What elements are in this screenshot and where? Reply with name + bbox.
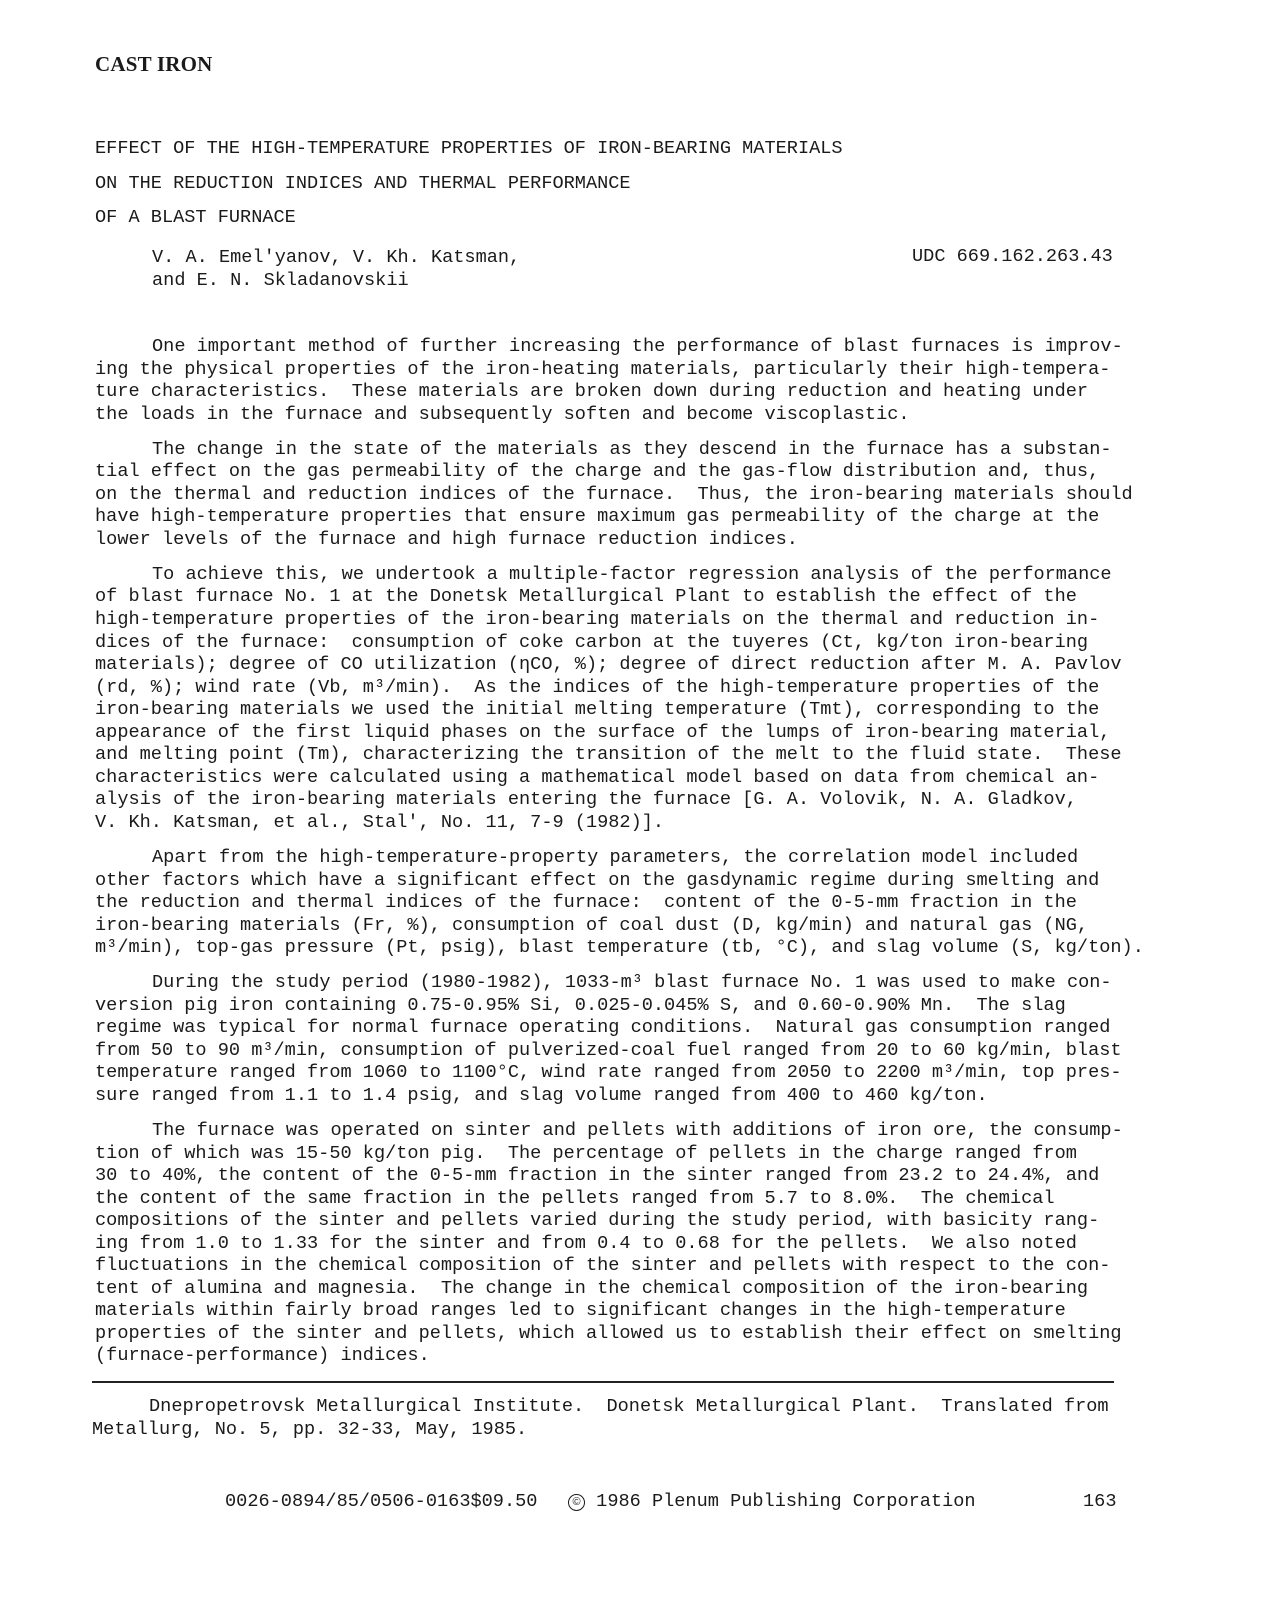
paragraph-line: ture characteristics. These materials are broken down during reduction and heating under <box>95 381 1089 403</box>
paragraph-line: the reduction and thermal indices of the furnace: content of the 0-5-mm fraction in the <box>95 892 1077 914</box>
paragraph-line: compositions of the sinter and pellets varied during the study period, with basicity rang- <box>95 1210 1100 1232</box>
paragraph-line: materials); degree of CO utilization (ηCO, %); degree of direct reduction after M. A. Pavlov <box>95 654 1122 676</box>
paragraph-line: 30 to 40%, the content of the 0-5-mm fraction in the sinter ranged from 23.2 to 24.4%, and <box>95 1165 1100 1187</box>
paragraph-line: the loads in the furnace and subsequently soften and become viscoplastic. <box>95 403 910 425</box>
footnote <box>92 1395 1109 1441</box>
paragraph-line: (rd, %); wind rate (Vb, m³/min). As the indices of the high-temperature properties of the <box>95 676 1100 698</box>
copyright-text: 1986 Plenum Publishing Corporation <box>596 1491 976 1512</box>
copyright-notice <box>568 1491 976 1512</box>
paragraph-line: version pig iron containing 0.75-0.95% Si, 0.025-0.045% S, and 0.60-0.90% Mn. The slag <box>95 994 1066 1016</box>
article-title <box>95 132 843 236</box>
paragraph-line: tion of which was 15-50 kg/ton pig. The percentage of pellets in the charge ranged from <box>95 1142 1077 1164</box>
paragraph-line: regime was typical for normal furnace operating conditions. Natural gas consumption ranged <box>95 1017 1111 1039</box>
paragraph-line: (furnace-performance) indices. <box>95 1345 430 1367</box>
copyright-icon: © <box>568 1494 585 1511</box>
article-code: 0026-0894/85/0506-0163$09.50 <box>225 1491 538 1512</box>
body-paragraph <box>95 439 1155 552</box>
body-paragraph <box>95 1120 1155 1368</box>
title-line: EFFECT OF THE HIGH-TEMPERATURE PROPERTIES OF IRON-BEARING MATERIALS <box>95 138 843 159</box>
paragraph-line: Apart from the high-temperature-property parameters, the correlation model included <box>152 846 1079 868</box>
paragraph-line: The change in the state of the materials as they descend in the furnace has a substan- <box>152 438 1112 460</box>
paragraph-line: sure ranged from 1.1 to 1.4 psig, and slag volume ranged from 400 to 460 kg/ton. <box>95 1084 988 1106</box>
footnote-divider <box>92 1381 1114 1383</box>
paragraph-line: The furnace was operated on sinter and pellets with additions of iron ore, the consump- <box>152 1120 1123 1141</box>
paragraph-line: dices of the furnace: consumption of coke carbon at the tuyeres (Ct, kg/ton iron-bearing <box>95 631 1089 653</box>
paragraph-line: have high-temperature properties that ensure maximum gas permeability of the charge at the <box>95 506 1100 528</box>
paragraph-line: from 50 to 90 m³/min, consumption of pulverized-coal fuel ranged from 20 to 60 kg/min, blast <box>95 1039 1122 1061</box>
body-paragraph <box>95 847 1155 960</box>
paragraph-line: temperature ranged from 1060 to 1100°C, wind rate ranged from 2050 to 2200 m³/min, top pres- <box>95 1062 1122 1084</box>
paragraph-line: high-temperature properties of the iron-bearing materials on the thermal and reduction in- <box>95 609 1100 631</box>
paragraph-line: of blast furnace No. 1 at the Donetsk Metallurgical Plant to establish the effect of the <box>95 586 1077 608</box>
paragraph-line: During the study period (1980-1982), 1033-m³ blast furnace No. 1 was used to make con- <box>152 972 1112 994</box>
paragraph-line: appearance of the first liquid phases on the surface of the lumps of iron-bearing material, <box>95 721 1111 743</box>
paragraph-line: tent of alumina and magnesia. The change in the chemical composition of the iron-bearing <box>95 1277 1089 1299</box>
body-paragraph <box>95 336 1155 426</box>
section-label: CAST IRON <box>95 52 213 76</box>
paragraph-line: lower levels of the furnace and high furnace reduction indices. <box>95 528 798 550</box>
footnote-line: Metallurg, No. 5, pp. 32-33, May, 1985. <box>92 1419 528 1440</box>
article-body <box>95 336 1155 1381</box>
paragraph-line: fluctuations in the chemical composition of the sinter and pellets with respect to the con- <box>95 1255 1111 1277</box>
body-paragraph <box>95 564 1155 835</box>
udc-code: UDC 669.162.263.43 <box>912 246 1113 267</box>
title-line: ON THE REDUCTION INDICES AND THERMAL PERFORMANCE <box>95 172 631 194</box>
paragraph-line: ing from 1.0 to 1.33 for the sinter and from 0.4 to 0.68 for the pellets. We also noted <box>95 1232 1077 1254</box>
author-list <box>152 246 520 292</box>
paragraph-line: characteristics were calculated using a mathematical model based on data from chemical an- <box>95 766 1100 788</box>
paragraph-line: iron-bearing materials (Fr, %), consumption of coal dust (D, kg/min) and natural gas (NG, <box>95 914 1089 936</box>
paragraph-line: iron-bearing materials we used the initial melting temperature (Tmt), corresponding to the <box>95 699 1100 721</box>
paragraph-line: m³/min), top-gas pressure (Pt, psig), blast temperature (tb, °C), and slag volume (S, kg/ton). <box>95 937 1144 959</box>
paragraph-line: One important method of further increasing the performance of blast furnaces is improv- <box>152 336 1123 357</box>
paragraph-line: materials within fairly broad ranges led to significant changes in the high-temperature <box>95 1300 1066 1322</box>
page-number: 163 <box>1083 1491 1117 1512</box>
paragraph-line: on the thermal and reduction indices of the furnace. Thus, the iron-bearing materials should <box>95 483 1133 505</box>
author-line: and E. N. Skladanovskii <box>152 270 409 291</box>
footnote-line: Dnepropetrovsk Metallurgical Institute. Donetsk Metallurgical Plant. Translated from <box>149 1396 1109 1417</box>
title-line: OF A BLAST FURNACE <box>95 207 296 228</box>
author-line: V. A. Emel'yanov, V. Kh. Katsman, <box>152 247 521 268</box>
paragraph-line: tial effect on the gas permeability of the charge and the gas-flow distribution and, thus, <box>95 461 1100 483</box>
paragraph-line: the content of the same fraction in the pellets ranged from 5.7 to 8.0%. The chemical <box>95 1187 1055 1209</box>
paragraph-line: ing the physical properties of the iron-heating materials, particularly their high-tempera- <box>95 358 1111 380</box>
body-paragraph <box>95 972 1155 1107</box>
paragraph-line: To achieve this, we undertook a multiple-factor regression analysis of the performance <box>152 563 1112 585</box>
paragraph-line: alysis of the iron-bearing materials entering the furnace [G. A. Volovik, N. A. Gladkov, <box>95 789 1077 811</box>
paragraph-line: properties of the sinter and pellets, which allowed us to establish their effect on smelting <box>95 1322 1122 1344</box>
paragraph-line: other factors which have a significant effect on the gasdynamic regime during smelting and <box>95 869 1100 891</box>
paragraph-line: and melting point (Tm), characterizing the transition of the melt to the fluid state. These <box>95 744 1122 766</box>
paragraph-line: V. Kh. Katsman, et al., Stal', No. 11, 7-9 (1982)]. <box>95 811 665 833</box>
